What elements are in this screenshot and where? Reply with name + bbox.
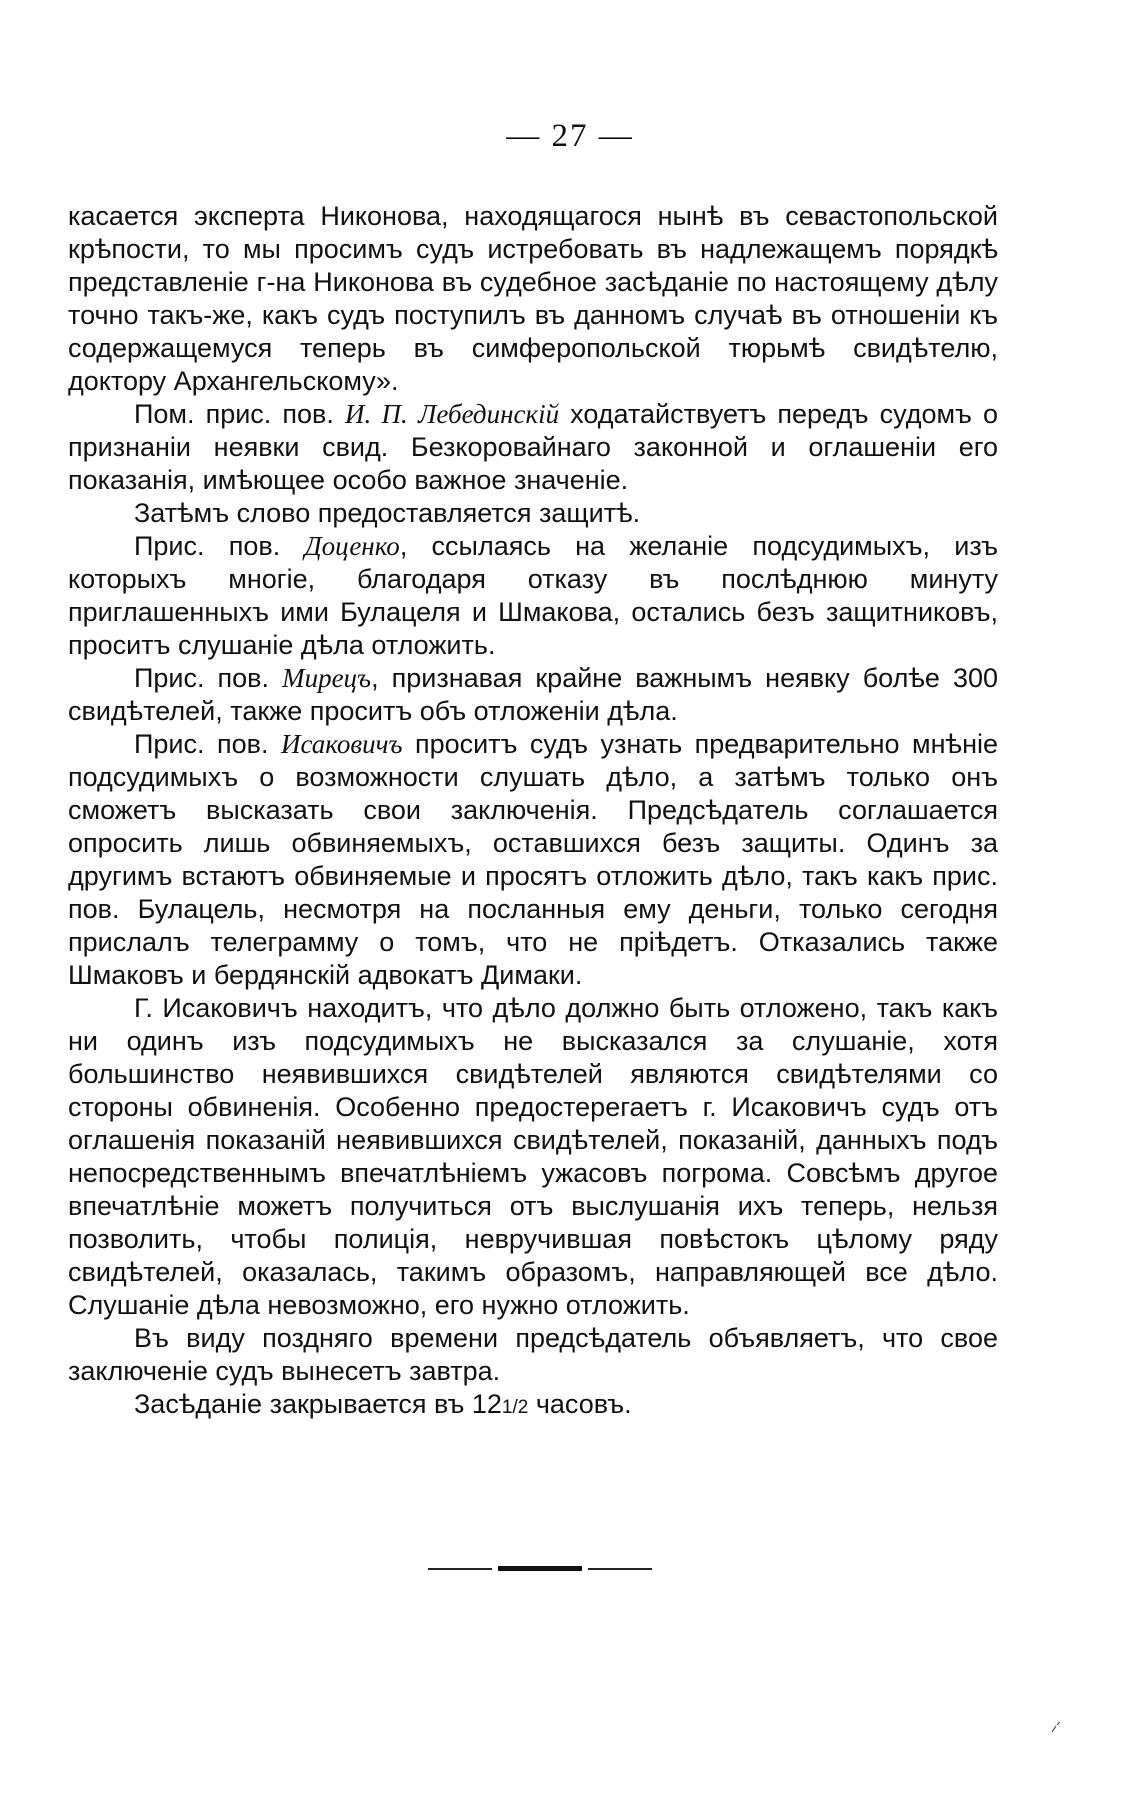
paragraph-1: касается эксперта Никонова, находящагося нынѣ въ севастопольской крѣпости, то мы просимъ судъ истребовать въ надлежащемъ порядкѣ представленіе г-на Никонова въ судебное засѣданіе по настоящему дѣлу точно такъ-же, какъ судъ поступилъ въ данномъ случаѣ въ отношеніи къ содержащемуся теперь въ симферопольской тюрьмѣ свидѣтелю, доктору Архангельскому».	[68, 201, 998, 396]
paragraph-4	[68, 530, 998, 662]
paragraph-5-body: , признавая крайне важнымъ неявку болѣе 300 свидѣтелей, также проситъ объ отложеніи дѣла.	[68, 663, 998, 726]
paragraph-6	[68, 728, 998, 992]
paragraph-9-tail: часовъ.	[528, 1389, 632, 1419]
body-text	[68, 200, 998, 1424]
ornament-line-left	[428, 1568, 492, 1570]
ink-speck-mark	[1050, 1720, 1062, 1734]
paragraph-4-body: , ссылаясь на желаніе подсудимыхъ, изъ которыхъ многіе, благодаря отказу въ послѣднюю минуту приглашенныхъ ими Булацеля и Шмакова, остались безъ защитниковъ, проситъ слушаніе дѣла отложить.	[68, 531, 998, 660]
time-fraction: 1/2	[501, 1397, 529, 1418]
paragraph-6-body: проситъ судъ узнать предварительно мнѣніе подсудимыхъ о возможности слушать дѣло, а затѣмъ только онъ сможетъ высказать свои заключенія. Предсѣдатель соглашается опросить лишь обвиняемыхъ, оставшихся безъ защиты. Одинъ за другимъ встаютъ обвиняемые и просятъ отложить дѣло, такъ какъ прис. пов. Булацель, несмотря на посланныя ему деньги, только сегодня прислалъ телеграмму о томъ, что не пріѣдетъ. Отказались также Шмаковъ и бердянскій адвокатъ Димаки.	[68, 729, 998, 990]
paragraph-2-lead: Пом. прис. пов.	[134, 399, 345, 429]
lawyer-name-dotsenko: Доценко	[304, 531, 400, 561]
lawyer-name-mirets: Мирецъ	[282, 663, 372, 693]
paragraph-4-lead: Прис. пов.	[134, 531, 305, 561]
ornament-line-right	[588, 1568, 652, 1570]
paragraph-9	[68, 1388, 998, 1424]
paragraph-9-lead: Засѣданіе закрывается въ 12	[134, 1389, 502, 1419]
paragraph-6-lead: Прис. пов.	[134, 729, 281, 759]
paragraph-2-body: ходатайствуетъ передъ судомъ о признаніи неявки свид. Безкоровайнаго законной и оглашеніи его показанія, имѣющее особо важное значеніе.	[68, 399, 998, 495]
paragraph-7: Г. Исаковичъ находитъ, что дѣло должно быть отложено, такъ какъ ни одинъ изъ подсудимыхъ не высказался за слушаніе, хотя большинство неявившихся свидѣтелей являются свидѣтелями со стороны обвиненія. Особенно предостерегаетъ г. Исаковичъ судъ отъ оглашенія показаній неявившихся свидѣтелей, показаній, данныхъ подъ непосредственнымъ впечатлѣніемъ ужасовъ погрома. Совсѣмъ другое впечатлѣніе можетъ получиться отъ выслушанія ихъ теперь, нельзя позволить, чтобы полиція, невручившая повѣстокъ цѣлому ряду свидѣтелей, оказалась, такимъ образомъ, направляющей все дѣло. Слушаніе дѣла невозможно, его нужно отложить.	[68, 993, 998, 1320]
ornament-line-center	[498, 1566, 582, 1571]
section-end-ornament	[428, 1565, 658, 1573]
paragraph-2	[68, 398, 998, 497]
lawyer-name-isakovich: Исаковичъ	[280, 729, 403, 759]
page-number: — 27 —	[506, 118, 634, 154]
paragraph-5	[68, 662, 998, 728]
paragraph-8: Въ виду поздняго времени предсѣдатель объявляетъ, что свое заключеніе судъ вынесетъ завтра.	[68, 1323, 998, 1386]
lawyer-name-lebedinsky: И. П. Лебединскій	[344, 399, 560, 429]
paragraph-3: Затѣмъ слово предоставляется защитѣ.	[134, 498, 641, 528]
paragraph-5-lead: Прис. пов.	[134, 663, 283, 693]
